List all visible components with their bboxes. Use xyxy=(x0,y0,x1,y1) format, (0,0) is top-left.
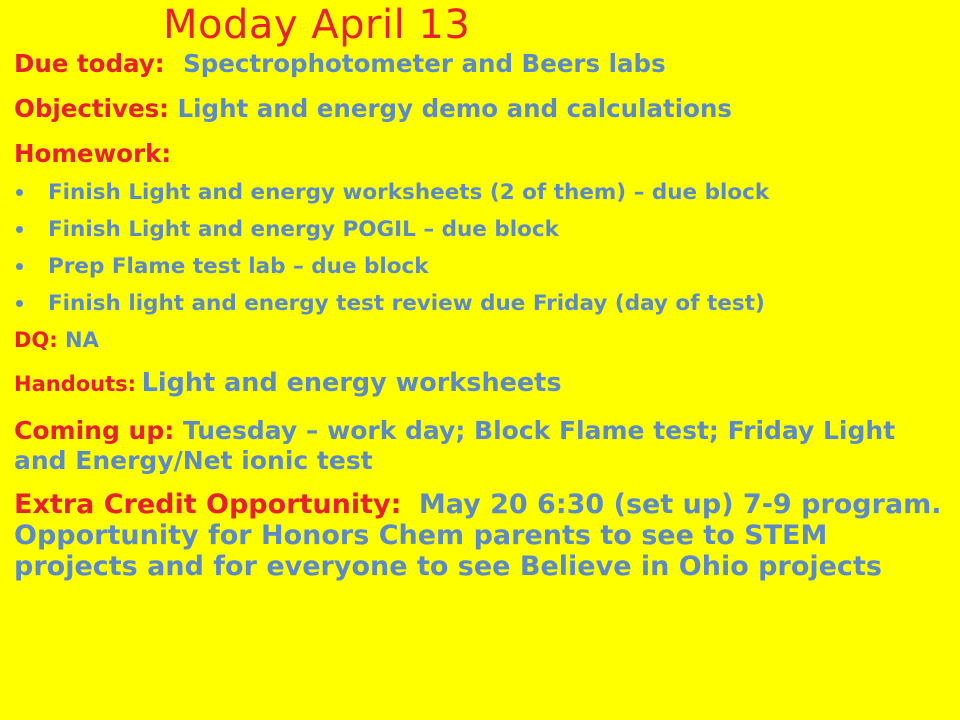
homework-item-text: Prep Flame test lab – due block xyxy=(48,254,429,279)
bullet-icon xyxy=(16,226,23,233)
handouts-label: Handouts: xyxy=(14,372,137,396)
objectives-label: Objectives: xyxy=(14,94,169,123)
coming-up-row xyxy=(14,416,949,476)
due-today-row xyxy=(14,44,949,84)
homework-item xyxy=(14,289,949,318)
homework-item-text: Finish Light and energy POGIL – due block xyxy=(48,217,559,242)
slide-content xyxy=(14,44,949,582)
dq-label: DQ: xyxy=(14,328,58,352)
homework-item-text: Finish light and energy test review due Friday (day of test) xyxy=(48,291,765,316)
objectives-row xyxy=(14,84,949,134)
coming-up-value: Tuesday – work day; Block Flame test; Friday Light and Energy/Net ionic test xyxy=(14,416,896,475)
extra-credit-value: May 20 6:30 (set up) 7-9 program. Opportunity for Honors Chem parents to see to STEM projects and for everyone to see Believe in Ohio projects xyxy=(14,489,942,582)
extra-credit-label: Extra Credit Opportunity: xyxy=(14,489,402,520)
due-today-value: Spectrophotometer and Beers labs xyxy=(183,49,666,78)
homework-item xyxy=(14,178,949,207)
homework-item-text: Finish Light and energy worksheets (2 of them) – due block xyxy=(48,180,770,205)
dq-value: NA xyxy=(65,328,99,352)
bullet-icon xyxy=(16,263,23,270)
homework-item xyxy=(14,252,949,281)
due-today-label: Due today: xyxy=(14,49,165,78)
extra-credit-row xyxy=(14,489,949,582)
homework-list xyxy=(14,178,949,318)
handouts-value: Light and energy worksheets xyxy=(141,368,562,398)
homework-item xyxy=(14,215,949,244)
coming-up-label: Coming up: xyxy=(14,416,175,445)
homework-label: Homework: xyxy=(14,139,172,168)
handouts-row xyxy=(14,360,949,409)
homework-row xyxy=(14,134,949,174)
bullet-icon xyxy=(16,300,23,307)
dq-row xyxy=(14,320,949,360)
objectives-value: Light and energy demo and calculations xyxy=(177,94,732,123)
bullet-icon xyxy=(16,189,23,196)
slide-title: Moday April 13 xyxy=(163,2,471,48)
